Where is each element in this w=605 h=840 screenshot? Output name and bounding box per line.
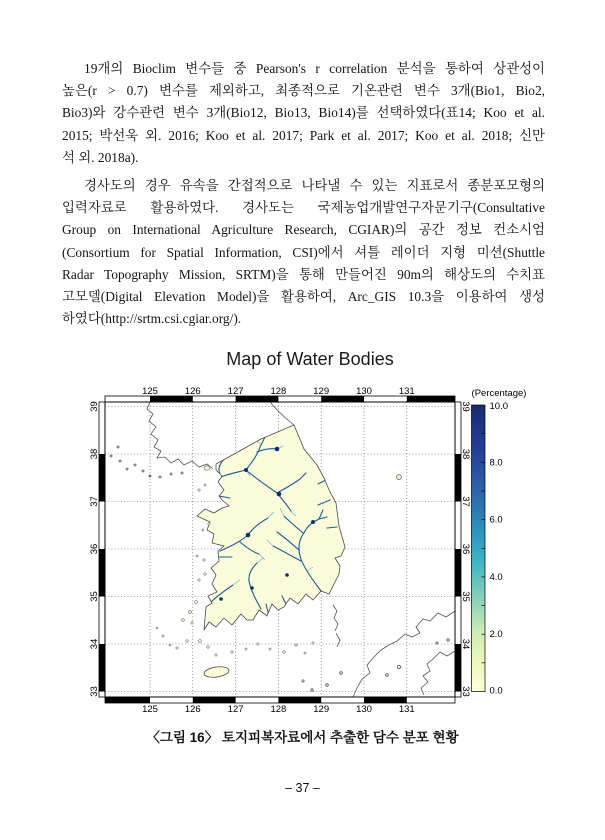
- svg-text:33: 33: [460, 686, 471, 697]
- lon-axis-bottom: [142, 704, 415, 715]
- svg-text:37: 37: [89, 496, 100, 507]
- ulleungdo-island: [397, 475, 402, 480]
- svg-text:6.0: 6.0: [489, 514, 503, 526]
- lat-axis-right: [460, 401, 471, 697]
- svg-text:125: 125: [142, 704, 158, 715]
- svg-text:10.0: 10.0: [489, 401, 508, 412]
- body-line: 석 외. 2018a).: [62, 149, 139, 165]
- svg-text:128: 128: [270, 386, 287, 397]
- svg-text:131: 131: [398, 704, 415, 715]
- svg-text:39: 39: [460, 401, 471, 412]
- svg-text:34: 34: [460, 638, 471, 650]
- paragraph-2: [62, 175, 545, 330]
- svg-text:128: 128: [270, 704, 287, 715]
- svg-text:131: 131: [398, 386, 415, 397]
- svg-text:33: 33: [89, 686, 100, 697]
- svg-text:129: 129: [313, 386, 330, 397]
- svg-text:0.0: 0.0: [489, 685, 503, 697]
- water-bodies-map-figure: [84, 384, 554, 724]
- svg-text:34: 34: [89, 638, 100, 650]
- ganghwa-island: [204, 466, 210, 470]
- svg-text:129: 129: [313, 704, 330, 715]
- page-number: – 37 –: [285, 781, 320, 795]
- svg-text:127: 127: [227, 386, 244, 397]
- svg-text:126: 126: [184, 386, 201, 397]
- body-line: Group on International Agriculture Research, CGIAR)의 공간 정보 컨소시엄: [62, 222, 545, 238]
- svg-text:127: 127: [227, 704, 244, 715]
- lon-axis-top: [142, 386, 415, 397]
- south-korea-land-raster: [105, 402, 455, 697]
- svg-text:126: 126: [184, 704, 201, 715]
- svg-text:130: 130: [356, 704, 372, 715]
- svg-text:36: 36: [89, 543, 100, 555]
- body-line: 하였다(http://srtm.csi.cgiar.org/).: [62, 311, 242, 327]
- svg-text:4.0: 4.0: [489, 571, 503, 583]
- body-line: 입력자료로 활용하였다. 경사도는 국제농업개발연구자문기구(Consultative: [62, 200, 545, 216]
- body-line: 2015; 박선욱 외. 2016; Koo et al. 2017; Park et al. 2017; Koo et al. 2018; 신만: [62, 127, 545, 143]
- body-line: 경사도의 경우 유속을 간접적으로 나타낼 수 있는 지표로서 종분포모형의: [84, 178, 545, 193]
- svg-text:36: 36: [460, 543, 471, 555]
- svg-text:2.0: 2.0: [489, 629, 503, 641]
- body-line: 높은(r > 0.7) 변수를 제외하고, 최종적으로 기온관련 변수 3개(Bio1, Bio2,: [62, 83, 545, 99]
- tsushima-island-outline: [333, 605, 340, 647]
- svg-text:125: 125: [142, 386, 158, 397]
- svg-text:39: 39: [89, 401, 100, 412]
- svg-text:35: 35: [460, 591, 471, 602]
- svg-text:38: 38: [89, 448, 100, 460]
- body-line: Radar Topography Mission, SRTM)을 통해 만들어진 90m의 해상도의 수치표: [62, 266, 545, 282]
- body-line: Bio3)와 강수관련 변수 3개(Bio12, Bio13, Bio14)를 선택하였다(표14; Koo et al.: [62, 105, 545, 121]
- svg-text:38: 38: [460, 448, 471, 460]
- body-line: (Consortium for Spatial Information, CSI)에서 셔틀 레이더 지형 미션(Shuttle: [62, 244, 545, 260]
- figure-caption: 〈그림 16〉 토지피복자료에서 추출한 담수 분포 현황: [146, 730, 459, 745]
- body-line: 고모델(Digital Elevation Model)을 활용하여, Arc_GIS 10.3을 이용하여 생성: [62, 289, 545, 305]
- paragraph-1: [62, 58, 545, 169]
- svg-text:37: 37: [460, 496, 471, 507]
- svg-text:35: 35: [89, 591, 100, 602]
- korea-water-map: [84, 384, 554, 724]
- body-line: 19개의 Bioclim 변수들 중 Pearson's r correlation 분석을 통하여 상관성이: [84, 61, 545, 76]
- figure-title: Map of Water Bodies: [226, 349, 394, 369]
- colorbar: [472, 388, 527, 697]
- svg-text:130: 130: [356, 386, 372, 397]
- svg-text:(Percentage): (Percentage): [471, 388, 527, 399]
- svg-text:8.0: 8.0: [489, 457, 503, 469]
- lat-axis-left: [89, 401, 100, 697]
